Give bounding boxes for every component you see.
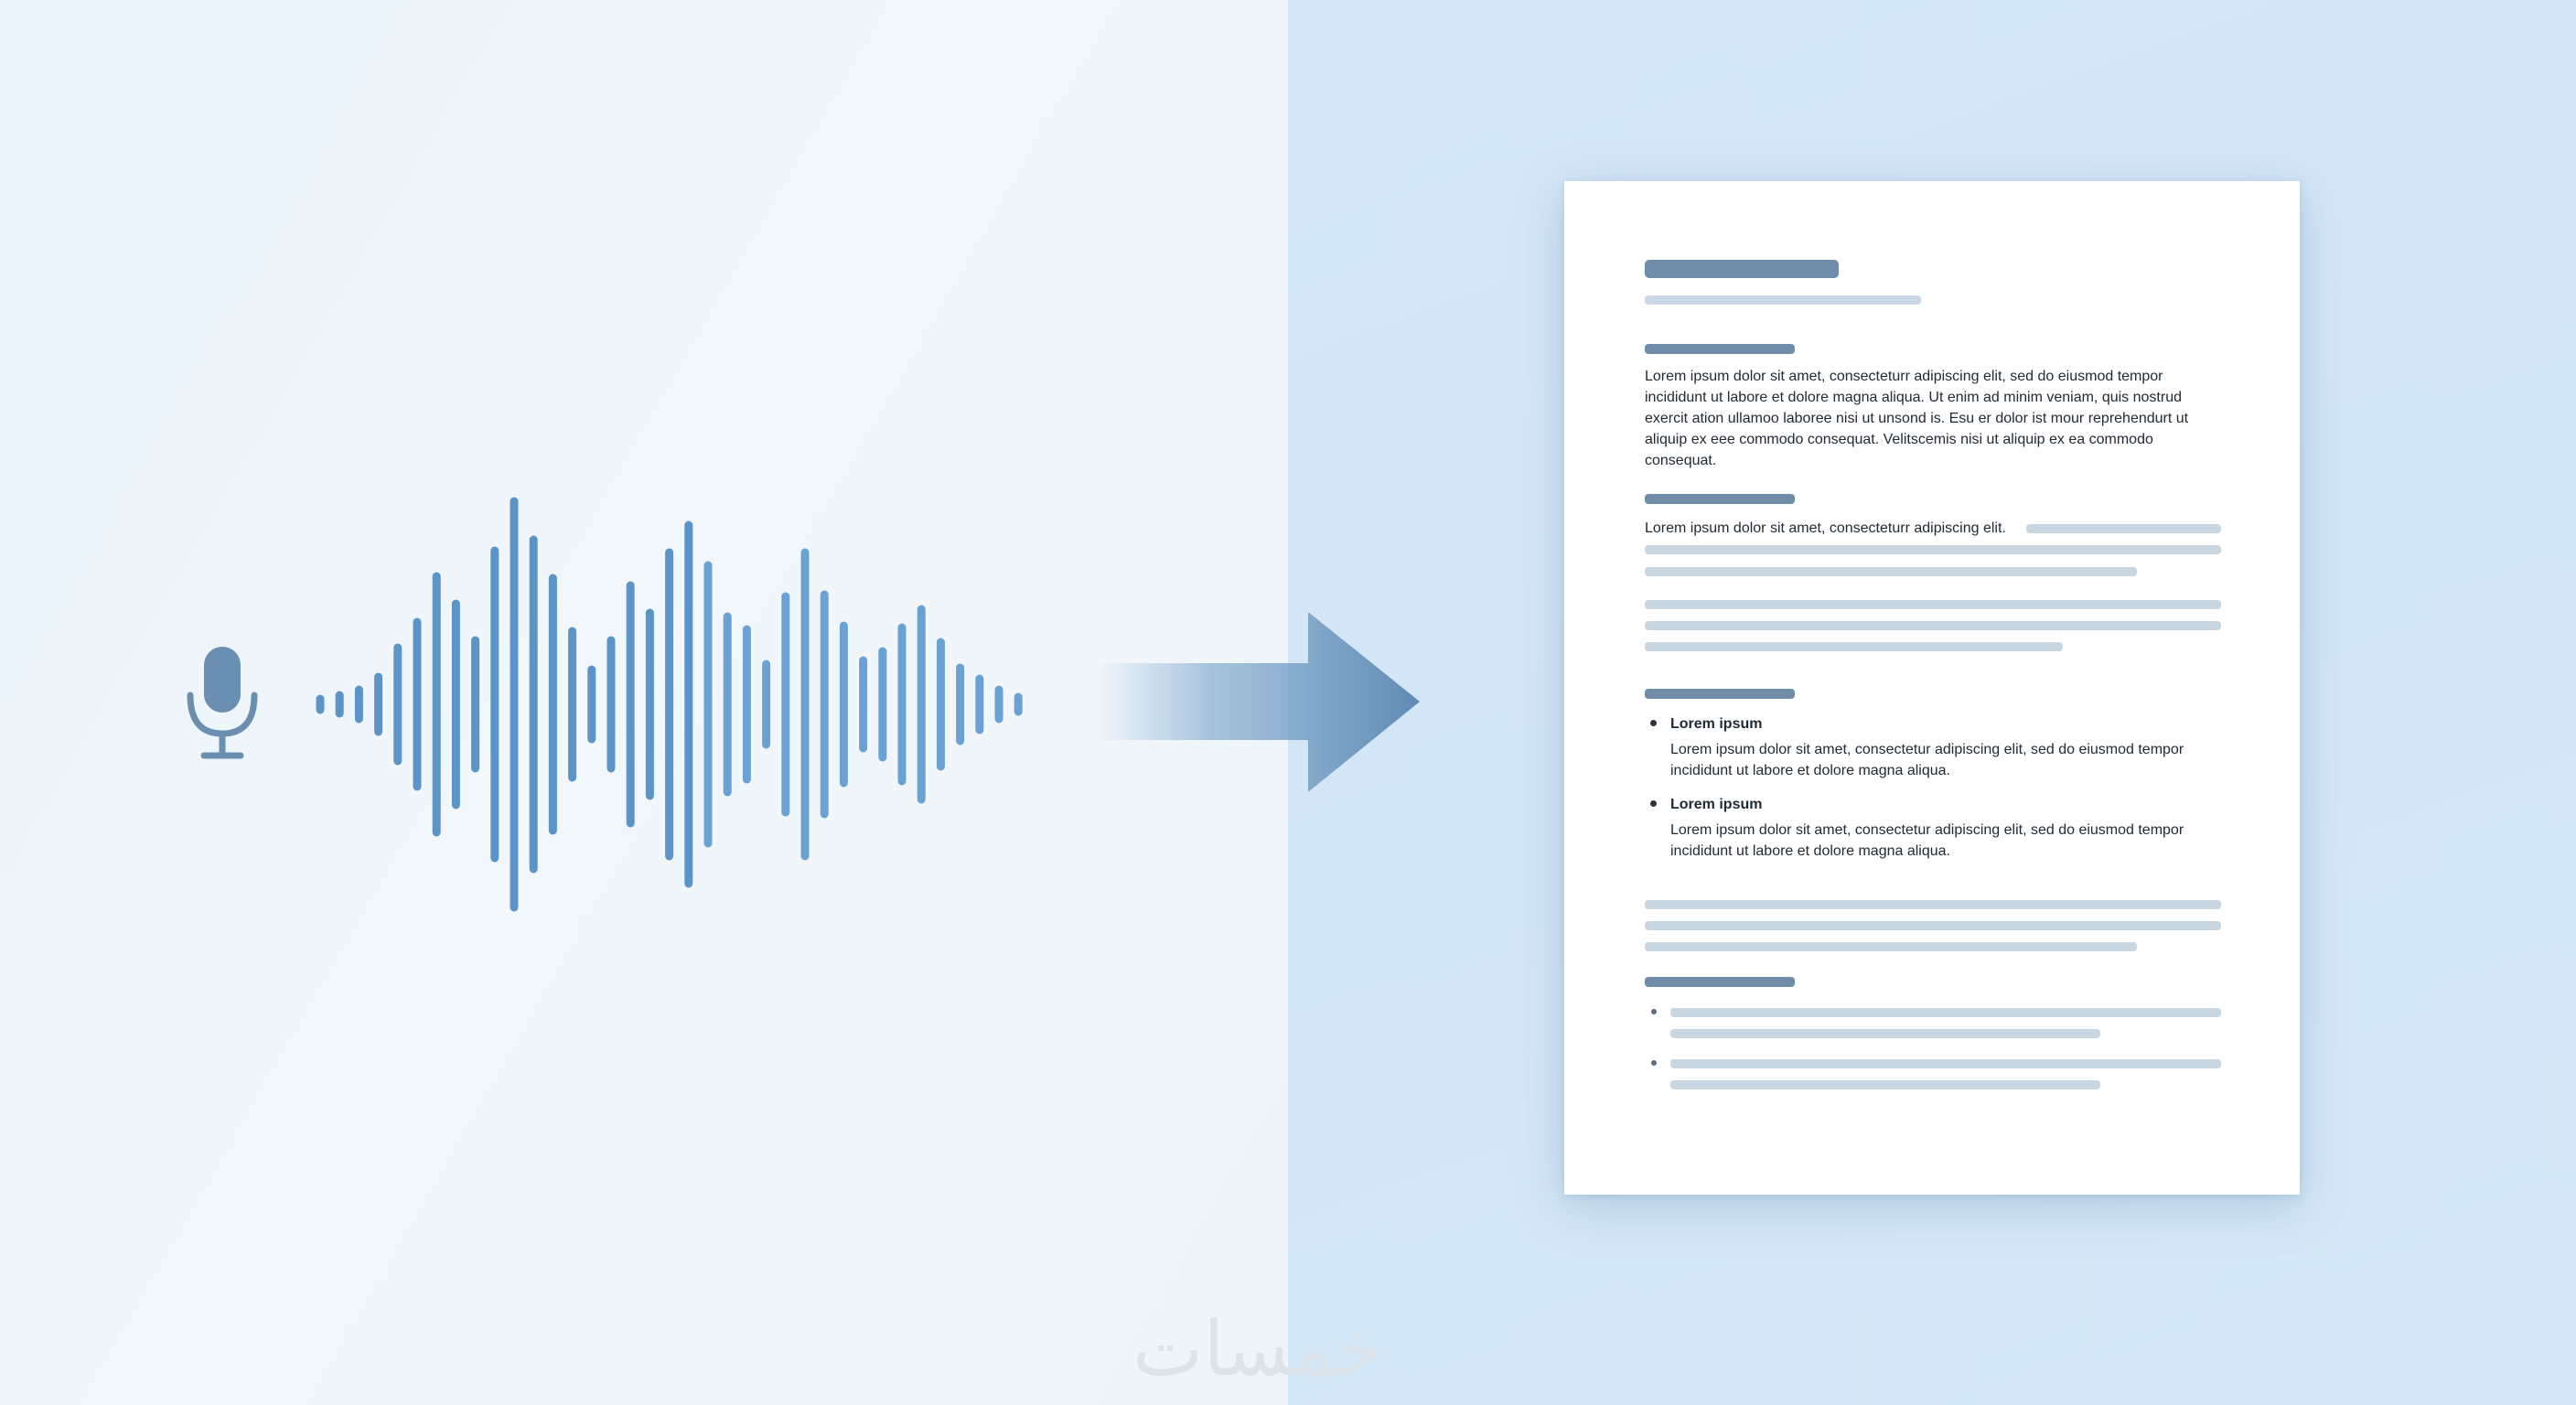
text-line-placeholder <box>1645 545 2221 554</box>
list-item-body: Lorem ipsum dolor sit amet, consectetur adipiscing elit, sed do eiusmod tempor incididunt ut labore et dolore magna aliqua. <box>1670 822 2184 859</box>
audio-waveform <box>302 494 1034 915</box>
text-line-placeholder <box>1670 1029 2100 1038</box>
text-line-placeholder <box>1645 567 2137 576</box>
watermark-logo: خمسات <box>1132 1306 1383 1393</box>
list-bullet <box>1650 720 1657 726</box>
list-item-title: Lorem ipsum <box>1670 797 1763 812</box>
doc-subtitle-placeholder <box>1645 295 1921 305</box>
list-item-body: Lorem ipsum dolor sit amet, consectetur adipiscing elit, sed do eiusmod tempor incididunt ut labore et dolore magna aliqua. <box>1670 742 2184 778</box>
list-bullet <box>1651 1009 1657 1014</box>
section-heading-placeholder <box>1645 494 1795 504</box>
section-heading-placeholder <box>1645 344 1795 354</box>
text-line-placeholder <box>1670 1008 2221 1017</box>
text-line-placeholder <box>1670 1059 2221 1068</box>
list-bullet <box>1651 1060 1657 1066</box>
paragraph-2: Lorem ipsum dolor sit amet, consecteturr adipiscing elit. <box>1645 520 2006 536</box>
document-page <box>1564 181 2300 1195</box>
text-line-placeholder <box>1645 600 2221 609</box>
paragraph-1: Lorem ipsum dolor sit amet, consecteturr adipiscing elit, sed do eiusmod tempor incididunt ut labore et dolore magna aliqua. Ut enim ad minim veniam, quis nostrud exercit ation ullamoo laboree nisi ut unsond is. Esu er dolor ist mour reprehendurt ut aliquip ex eee commodo consequat. Velitscemis nisi ut aliquip ex ea commodo consequat. <box>1645 369 2189 468</box>
text-line-placeholder <box>1645 621 2221 630</box>
doc-title-placeholder <box>1645 260 1839 278</box>
list-item-title: Lorem ipsum <box>1670 716 1763 732</box>
right-arrow-icon <box>1098 608 1427 796</box>
text-line-placeholder <box>1645 900 2221 909</box>
text-line-placeholder <box>1645 642 2063 651</box>
section-heading-placeholder <box>1645 689 1795 699</box>
microphone-icon <box>181 642 263 761</box>
text-line-placeholder <box>1645 942 2137 951</box>
text-line-placeholder <box>1645 921 2221 930</box>
section-heading-placeholder <box>1645 977 1795 987</box>
text-line-placeholder <box>1670 1080 2100 1089</box>
list-bullet <box>1650 800 1657 807</box>
text-line-placeholder <box>2026 524 2221 533</box>
